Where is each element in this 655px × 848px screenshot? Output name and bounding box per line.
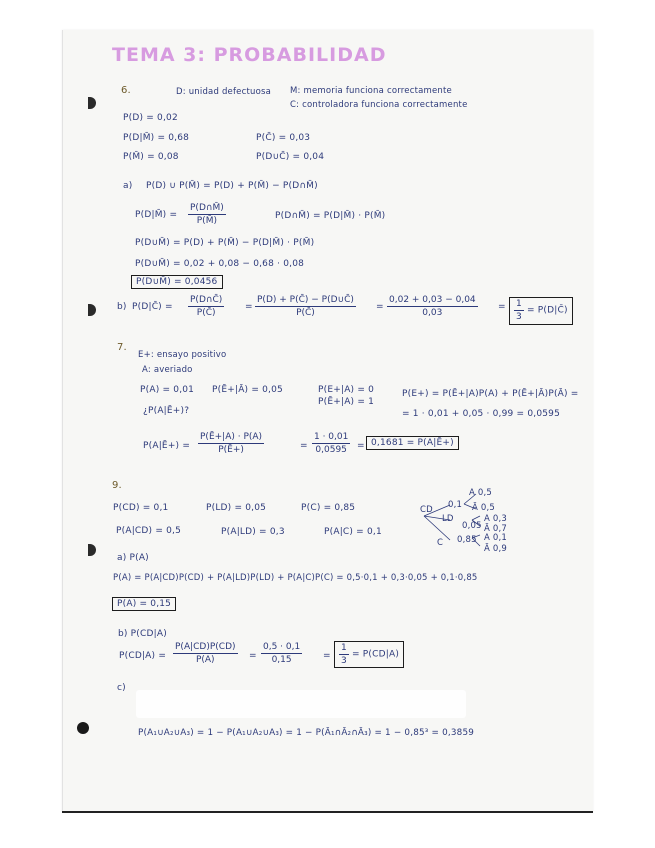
part-b-result [334, 641, 404, 668]
tree-leaf-ld-nota: Ā 0,7 [484, 524, 508, 534]
part-a-equation: P(D) ∪ P(M̄) = P(D) + P(M̄) − P(D∩M̄) [146, 181, 318, 191]
tree-leaf-cd-nota: Ā 0,5 [472, 503, 496, 513]
tree-node-cd: CD [420, 505, 433, 515]
result-fraction [339, 643, 349, 666]
equals-sign: = [357, 441, 365, 451]
fraction-numerator: P(A|CD)P(CD) [175, 642, 236, 652]
problem-number: 9. [112, 480, 122, 491]
fraction-denominator: 0,15 [271, 655, 292, 665]
equals-sign: = [323, 651, 331, 661]
fraction-denominator: P(C̄) [196, 308, 216, 318]
fraction-numerator: P(D∩M̄) [190, 203, 224, 213]
binder-hole-icon [77, 722, 89, 734]
equals-sign: = [498, 302, 506, 312]
part-b-fraction-1 [173, 642, 238, 665]
tree-leaf-c-nota: Ā 0,9 [484, 544, 508, 554]
part-a-intersection: P(D∩M̄) = P(D|M̄) · P(M̄) [275, 211, 386, 221]
part-a-result: P(D∪M̄) = 0,0456 [131, 275, 223, 289]
tree-leaf-ld-a: A 0,3 [484, 514, 508, 524]
page-bottom-edge [62, 811, 593, 813]
part-b-label: b) P(CD|A) [118, 629, 167, 639]
given-pa-c: P(A|C) = 0,1 [324, 527, 382, 537]
fraction-denominator: 3 [341, 656, 347, 666]
result-tail: = P(CD|A) [352, 649, 400, 660]
result-fraction [514, 299, 524, 322]
tree-node-ld: LD [442, 514, 454, 524]
fraction-denominator: P(Ē+) [218, 445, 244, 455]
given-pld: P(LD) = 0,05 [206, 503, 267, 513]
part-a-label: a) [123, 181, 133, 191]
fraction-denominator: P(M̄) [196, 216, 217, 226]
definition-m: M: memoria funciona correctamente [290, 86, 452, 96]
equals-sign: = [300, 441, 308, 451]
result-tail: = P(D|C̄) [527, 305, 568, 316]
fraction-numerator: 0,5 · 0,1 [263, 642, 301, 652]
bayes-fraction-2 [312, 432, 350, 455]
fraction-numerator: 1 [516, 299, 522, 309]
tree-leaf-c-a: A 0,1 [484, 533, 508, 543]
fraction-denominator: 0,0595 [315, 445, 347, 455]
tree-prob-cd: 0,1 [448, 500, 463, 510]
part-b-fraction-3 [387, 295, 478, 318]
fraction-denominator: P(A) [195, 655, 215, 665]
part-a-fraction [188, 203, 226, 226]
part-c-label: c) [117, 683, 126, 693]
definition-a: A: averiado [142, 365, 193, 375]
given-pd: P(D) = 0,02 [123, 113, 178, 123]
fraction-denominator: P(C̄) [296, 308, 315, 318]
given-pc: P(C) = 0,85 [301, 503, 356, 513]
tree-branch [472, 516, 480, 520]
part-b-fraction-2 [261, 642, 302, 665]
equals-sign: = [245, 302, 253, 312]
question: ¿P(A|Ē+)? [143, 406, 190, 416]
fraction-denominator: 0,03 [422, 308, 443, 318]
fraction-numerator: 1 [341, 643, 347, 653]
given-pe-a: P(E+|A) = 0 [318, 385, 375, 395]
part-a-frac-lhs: P(D|M̄) = [135, 210, 178, 220]
fraction-numerator: 1 · 0,01 [314, 432, 349, 442]
given-pa: P(A) = 0,01 [140, 385, 195, 395]
problem-number: 6. [121, 85, 131, 96]
given-pnote-a: P(Ē+|A) = 1 [318, 397, 375, 407]
bayes-lhs: P(A|Ē+) = [143, 441, 191, 451]
given-p-notm: P(M̄) = 0,08 [123, 152, 179, 162]
equals-sign: = [249, 651, 257, 661]
tree-leaf-cd-a: A 0,5 [469, 488, 493, 498]
part-a-label: a) P(A) [117, 553, 149, 563]
fraction-numerator: 0,02 + 0,03 − 0,04 [389, 295, 476, 305]
part-b-result [509, 297, 573, 325]
given-pa-ld: P(A|LD) = 0,3 [221, 527, 285, 537]
bayes-result: 0,1681 = P(A|Ē+) [366, 436, 459, 450]
fraction-denominator: 3 [516, 312, 522, 322]
part-a-substitution: P(D∪M̄) = 0,02 + 0,08 − 0,68 · 0,08 [135, 259, 305, 269]
problem-number: 7. [117, 342, 127, 353]
fraction-numerator: P(Ē+|A) · P(A) [200, 432, 263, 442]
page-title: TEMA 3: PROBABILIDAD [112, 44, 387, 66]
equals-sign: = [376, 302, 384, 312]
tree-node-c: C [437, 538, 444, 548]
bayes-fraction-1 [198, 432, 264, 455]
part-a-expansion: P(D∪M̄) = P(D) + P(M̄) − P(D|M̄) · P(M̄) [135, 238, 315, 248]
total-prob-line-2: = 1 · 0,01 + 0,05 · 0,99 = 0,0595 [402, 409, 561, 419]
fraction-numerator: P(D∩C̄) [190, 295, 223, 305]
fraction-numerator: P(D) + P(C̄) − P(D∪C̄) [257, 295, 354, 305]
tree-prob-c: 0,85 [457, 535, 477, 545]
part-c-equation: P(A₁∪A₂∪A₃) = 1 − P(A₁∪A₂∪A₃) = 1 − P(Ā₁∩Ā₂∩Ā₃) = 1 − 0,85³ = 0,3859 [138, 728, 475, 738]
part-b-label: b) [117, 302, 127, 312]
part-a-result: P(A) = 0,15 [112, 597, 176, 611]
part-a-total-prob: P(A) = P(A|CD)P(CD) + P(A|LD)P(LD) + P(A|C)P(C) = 0,5·0,1 + 0,3·0,05 + 0,1·0,85 [113, 573, 478, 583]
given-pd-union-notc: P(D∪C̄) = 0,04 [256, 152, 325, 162]
part-b-lhs: P(CD|A) = [119, 651, 167, 661]
total-prob-line-1: P(E+) = P(Ē+|A)P(A) + P(Ē+|Ā)P(Ā) = [402, 389, 579, 399]
given-p-notc: P(C̄) = 0,03 [256, 133, 311, 143]
erased-area [136, 690, 466, 718]
definition-d: D: unidad defectuosa [176, 87, 272, 97]
definition-e: E+: ensayo positivo [138, 350, 227, 360]
given-pe-nota: P(Ē+|Ā) = 0,05 [212, 385, 283, 395]
part-b-fraction-1 [188, 295, 224, 318]
given-pa-cd: P(A|CD) = 0,5 [116, 526, 182, 536]
given-pd-given-notm: P(D|M̄) = 0,68 [123, 133, 190, 143]
part-b-fraction-2 [255, 295, 356, 318]
definition-c: C: controladora funciona correctamente [290, 100, 468, 110]
given-pcd: P(CD) = 0,1 [113, 503, 169, 513]
part-b-lhs: P(D|C̄) = [132, 302, 173, 312]
tree-prob-ld: 0,05 [462, 521, 482, 531]
